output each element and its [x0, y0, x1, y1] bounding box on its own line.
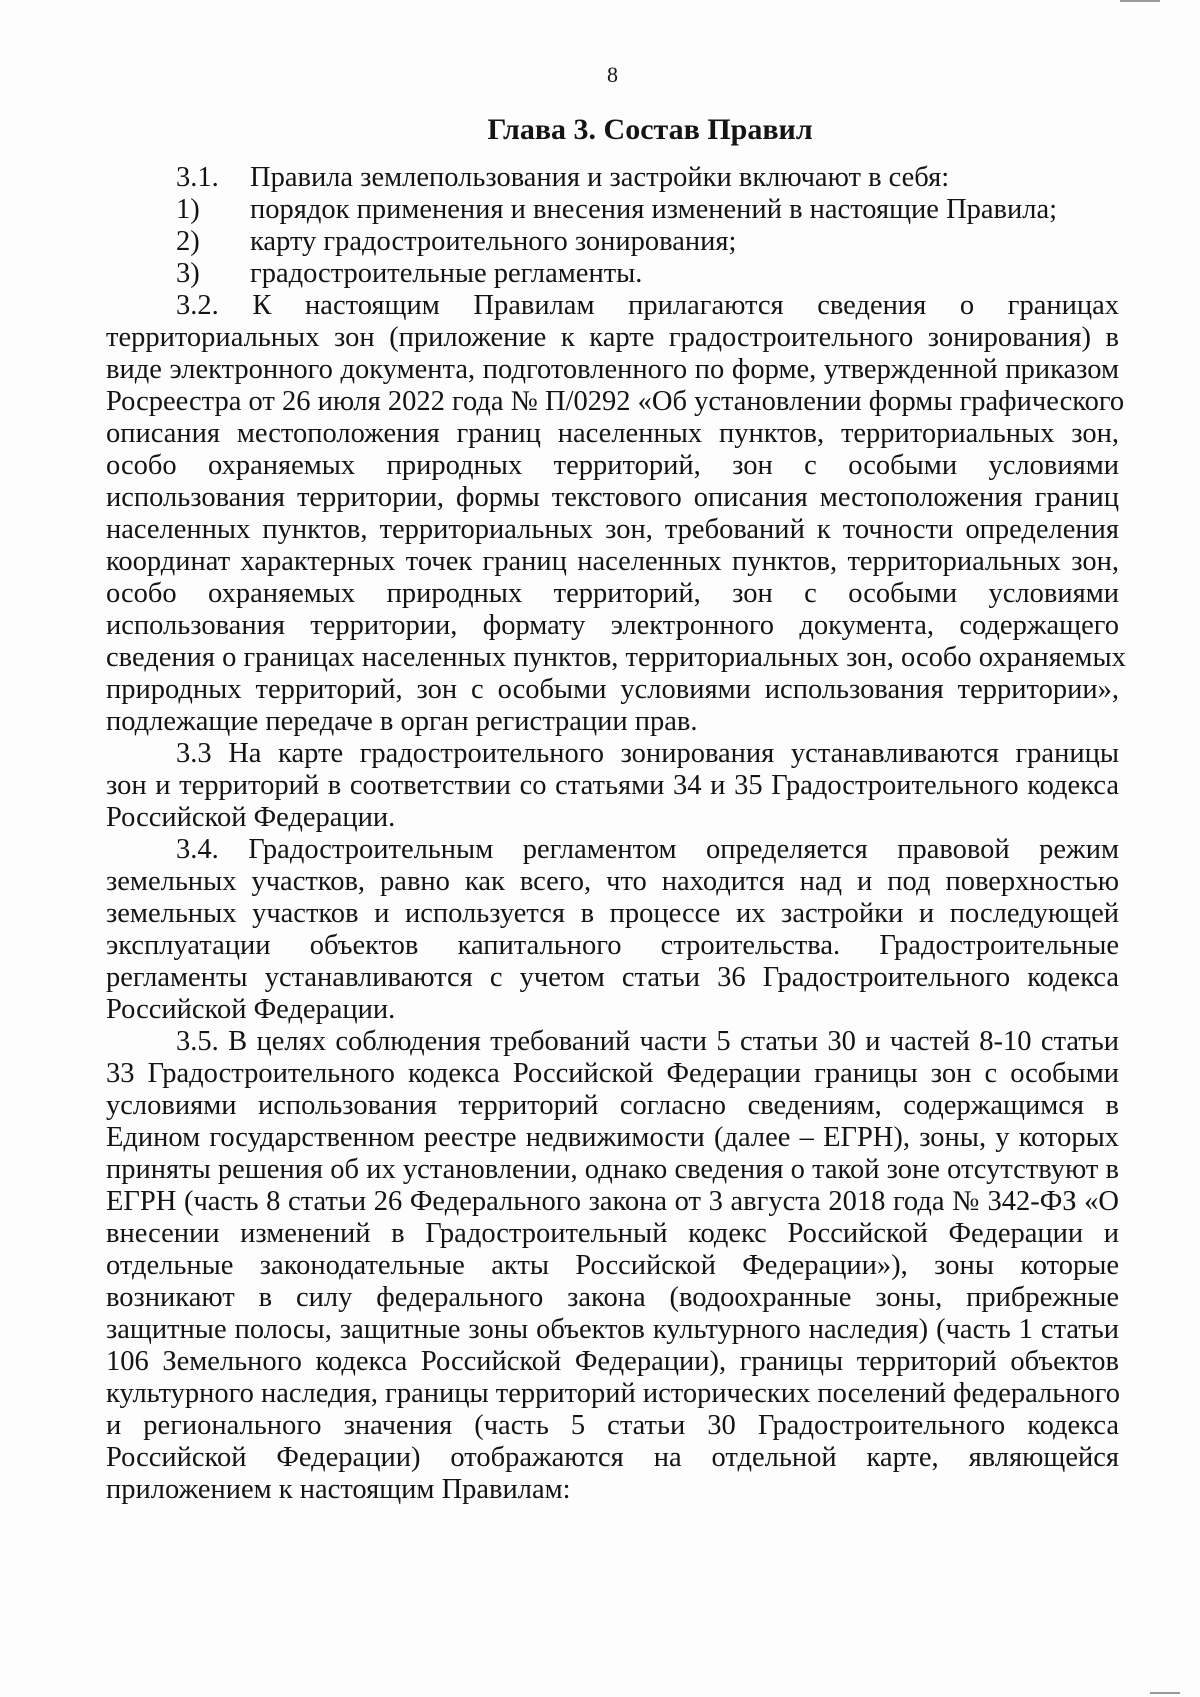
text-line: описания местоположения границ населенных пунктов, территориальных зон, [106, 418, 1119, 449]
list-item-text: карту градостроительного зонирования; [250, 226, 737, 257]
text-line: зон и территорий в соответствии со статьями 34 и 35 Градостроительного кодекса [106, 770, 1119, 801]
text-line: Российской Федерации) отображаются на отдельной карте, являющейся [106, 1442, 1119, 1473]
page-number: 8 [607, 62, 618, 87]
text-line: защитные полосы, защитные зоны объектов культурного наследия) (часть 1 статьи [106, 1314, 1119, 1345]
list-item-number: 2) [176, 226, 200, 257]
text-line: использования территории, формы текстового описания местоположения границ [106, 482, 1119, 513]
text-line: приняты решения об их установлении, однако сведения о такой зоне отсутствуют в [106, 1154, 1119, 1185]
list-item-number: 1) [176, 194, 200, 225]
text-line: виде электронного документа, подготовленного по форме, утвержденной приказом [106, 354, 1119, 385]
text-line: культурного наследия, границы территорий исторических поселений федерального [106, 1378, 1121, 1409]
text-line: Российской Федерации. [106, 802, 396, 833]
text-line: 3.4. Градостроительным регламентом определяется правовой режим [176, 834, 1119, 865]
text-line: возникают в силу федерального закона (водоохранные зоны, прибрежные [106, 1282, 1119, 1313]
text-line: координат характерных точек границ населенных пунктов, территориальных зон, [106, 546, 1119, 577]
list-item-text: Правила землепользования и застройки включают в себя: [250, 162, 950, 193]
text-line: использования территории, формату электронного документа, содержащего [106, 610, 1119, 641]
list-item-number: 3) [176, 258, 200, 289]
text-line: и регионального значения (часть 5 статьи 30 Градостроительного кодекса [106, 1410, 1119, 1441]
text-line: населенных пунктов, территориальных зон, требований к точности определения [106, 514, 1119, 545]
text-line: Российской Федерации. [106, 994, 396, 1025]
scan-mark [1150, 1692, 1180, 1694]
text-line: природных территорий, зон с особыми условиями использования территории», [106, 674, 1119, 705]
text-line: Росреестра от 26 июля 2022 года № П/0292 «Об установлении формы графического [106, 386, 1125, 417]
list-item-number: 3.1. [176, 162, 219, 193]
text-line: внесении изменений в Градостроительный кодекс Российской Федерации и [106, 1218, 1119, 1249]
text-line: отдельные законодательные акты Российской Федерации»), зоны которые [106, 1250, 1119, 1281]
text-line: особо охраняемых природных территорий, зон с особыми условиями [106, 578, 1119, 609]
text-line: Едином государственном реестре недвижимости (далее – ЕГРН), зоны, у которых [106, 1122, 1119, 1153]
text-line: особо охраняемых природных территорий, зон с особыми условиями [106, 450, 1119, 481]
text-line: приложением к настоящим Правилам: [106, 1474, 571, 1505]
text-line: 3.2. К настоящим Правилам прилагаются сведения о границах [176, 290, 1119, 321]
chapter-title: Глава 3. Состав Правил [487, 113, 813, 146]
list-item-text: порядок применения и внесения изменений в настоящие Правила; [250, 194, 1058, 225]
text-line: 3.3 На карте градостроительного зонирования устанавливаются границы [176, 738, 1119, 769]
text-line: регламенты устанавливаются с учетом статьи 36 Градостроительного кодекса [106, 962, 1119, 993]
text-line: эксплуатации объектов капитального строительства. Градостроительные [106, 930, 1119, 961]
text-line: сведения о границах населенных пунктов, территориальных зон, особо охраняемых [106, 642, 1126, 673]
text-line: земельных участков и используется в процессе их застройки и последующей [106, 898, 1119, 929]
text-line: 3.5. В целях соблюдения требований части 5 статьи 30 и частей 8-10 статьи [176, 1026, 1119, 1057]
list-item-text: градостроительные регламенты. [250, 258, 643, 289]
text-line: территориальных зон (приложение к карте градостроительного зонирования) в [106, 322, 1119, 353]
scan-mark [1120, 0, 1160, 2]
text-line: ЕГРН (часть 8 статьи 26 Федерального закона от 3 августа 2018 года № 342-ФЗ «О [106, 1186, 1119, 1217]
text-line: земельных участков, равно как всего, что находится над и под поверхностью [106, 866, 1119, 897]
text-line: подлежащие передаче в орган регистрации прав. [106, 706, 698, 737]
text-line: условиями использования территорий согласно сведениям, содержащимся в [106, 1090, 1119, 1121]
text-line: 106 Земельного кодекса Российской Федерации), границы территорий объектов [106, 1346, 1119, 1377]
text-line: 33 Градостроительного кодекса Российской Федерации границы зон с особыми [106, 1058, 1119, 1089]
